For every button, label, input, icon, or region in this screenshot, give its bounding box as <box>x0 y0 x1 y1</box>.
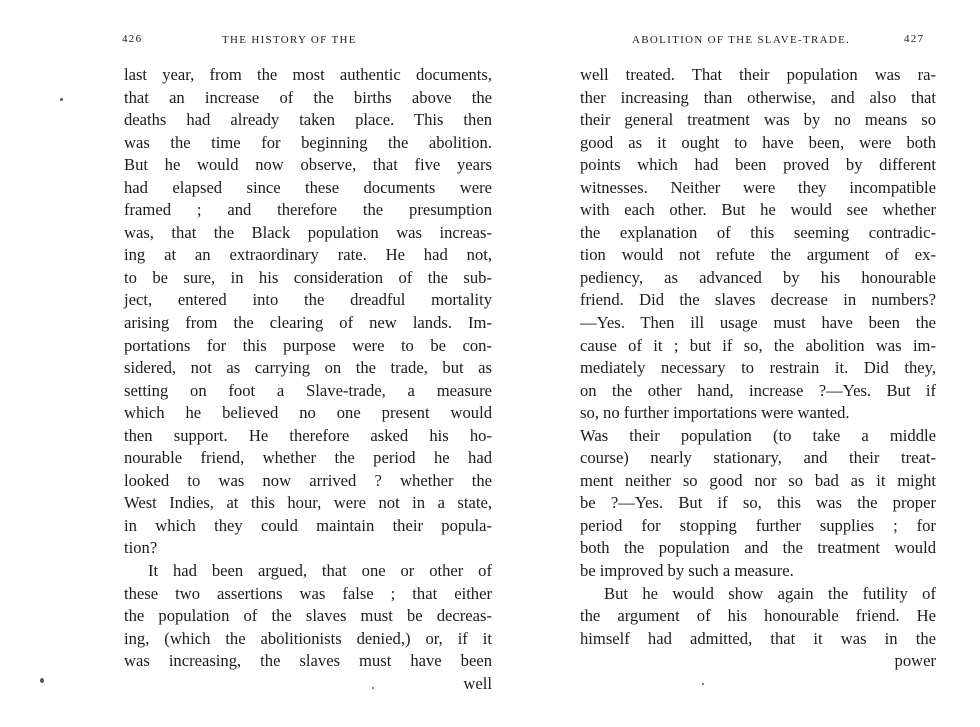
text-line: be ?—Yes. But if so, this was the proper <box>580 493 936 513</box>
text-line: It had been argued, that one or other of <box>148 561 492 581</box>
text-line: ing, (which the abolitionists denied,) or, if it <box>124 628 492 648</box>
text-line: which he believed no one present would <box>124 403 492 423</box>
text-line: the population of the slaves must be decreas- <box>124 606 492 626</box>
ink-speck <box>702 683 704 685</box>
text-line: Was their population (to take a middle <box>580 425 936 445</box>
text-line: was increasing, the slaves must have been <box>124 651 492 671</box>
catchword: power <box>894 651 936 671</box>
text-line: was the time for beginning the abolition. <box>124 132 492 152</box>
text-line: was, that the Black population was increas- <box>124 222 492 242</box>
text-line: mediately necessary to restrain it. Did they, <box>580 358 936 378</box>
text-line: ing at an extraordinary rate. He had not, <box>124 245 492 265</box>
text-line: tion? <box>124 538 158 558</box>
ink-speck <box>372 687 374 689</box>
text-line: the argument of his honourable friend. He <box>580 606 936 626</box>
text-line: friend. Did the slaves decrease in numbers? <box>580 290 936 310</box>
ink-speck <box>40 678 44 683</box>
text-line: sidered, not as carrying on the trade, but as <box>124 358 492 378</box>
text-line: setting on foot a Slave-trade, a measure <box>124 380 492 400</box>
text-line: with each other. But he would see whether <box>580 200 936 220</box>
text-line: —Yes. Then ill usage must have been the <box>580 313 936 333</box>
text-line: portations for this purpose were to be con- <box>124 335 492 355</box>
text-line: ther increasing than otherwise, and also that <box>580 87 936 107</box>
text-line: last year, from the most authentic documents, <box>124 65 492 84</box>
text-line: nourable friend, whether the period he had <box>124 448 492 468</box>
right-running-head: ABOLITION OF THE SLAVE-TRADE. <box>632 34 851 46</box>
left-running-head: THE HISTORY OF THE <box>222 34 357 46</box>
text-line: But he would show again the futility of <box>604 583 936 603</box>
ink-speck <box>60 98 63 101</box>
text-line: that an increase of the births above the <box>124 87 492 107</box>
text-line: arising from the clearing of new lands. Im- <box>124 313 492 333</box>
text-line: But he would now observe, that five years <box>124 155 492 175</box>
text-line: deaths had already taken place. This then <box>124 110 492 130</box>
right-text-column <box>580 64 936 673</box>
text-line: then support. He therefore asked his ho- <box>124 425 492 445</box>
text-line: in which they could maintain their popula- <box>124 515 492 535</box>
text-line: their general treatment was by no means so <box>580 110 936 130</box>
text-line: period for stopping further supplies ; for <box>580 515 936 535</box>
left-page-number: 426 <box>122 33 143 45</box>
text-line: so, no further importations were wanted. <box>580 403 850 423</box>
text-line: be improved by such a measure. <box>580 561 794 581</box>
right-page <box>490 0 980 727</box>
text-line: ject, entered into the dreadful mortality <box>124 290 492 310</box>
text-line: West Indies, at this hour, were not in a state, <box>124 493 492 513</box>
text-line: witnesses. Neither were they incompatible <box>580 177 936 197</box>
text-line: these two assertions was false ; that either <box>124 583 492 603</box>
left-text-column <box>124 64 492 695</box>
catchword: well <box>463 673 492 693</box>
text-line: on the other hand, increase ?—Yes. But if <box>580 380 936 400</box>
text-line: to be sure, in his consideration of the sub- <box>124 267 492 287</box>
text-line: looked to was now arrived ? whether the <box>124 470 492 490</box>
text-line: cause of it ; but if so, the abolition was im- <box>580 335 936 355</box>
text-line: had elapsed since these documents were <box>124 177 492 197</box>
right-page-number: 427 <box>904 33 925 45</box>
text-line: both the population and the treatment would <box>580 538 936 558</box>
text-line: himself had admitted, that it was in the <box>580 628 936 648</box>
text-line: the explanation of this seeming contradic- <box>580 222 936 242</box>
text-line: tion would not refute the argument of ex- <box>580 245 936 265</box>
text-line: framed ; and therefore the presumption <box>124 200 492 220</box>
text-line: course) nearly stationary, and their treat- <box>580 448 936 468</box>
text-line: well treated. That their population was ra- <box>580 65 936 84</box>
text-line: good as it ought to have been, were both <box>580 132 936 152</box>
text-line: points which had been proved by different <box>580 155 936 175</box>
text-line: pediency, as advanced by his honourable <box>580 267 936 287</box>
text-line: ment neither so good nor so bad as it might <box>580 470 936 490</box>
